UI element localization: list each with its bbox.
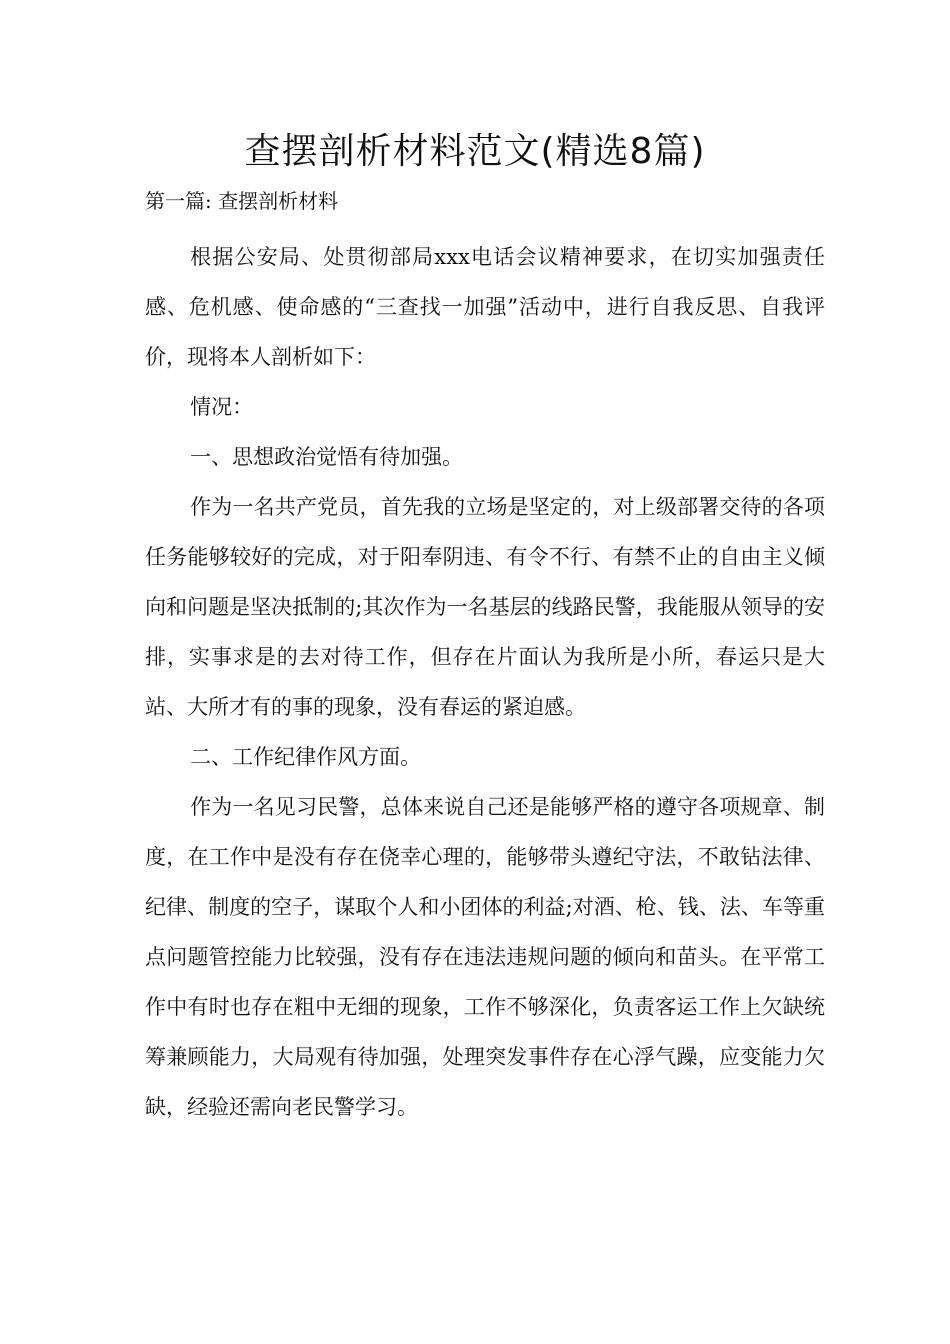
document-title: 查摆剖析材料范文(精选8篇) bbox=[244, 131, 706, 172]
section-heading: 第一篇: 查摆剖析材料 bbox=[145, 189, 339, 213]
paragraph-intro: 根据公安局、处贯彻部局xxx电话会议精神要求，在切实加强责任感、危机感、使命感的“三查找一加强”活动中，进行自我反思、自我评价，现将本人剖析如下： bbox=[145, 245, 825, 369]
paragraph-heading-1: 一、思想政治觉悟有待加强。 bbox=[190, 445, 464, 469]
paragraph-situation: 情况： bbox=[190, 395, 254, 419]
document-body bbox=[145, 232, 825, 1132]
paragraph-body-2: 作为一名见习民警，总体来说自己还是能够严格的遵守各项规章、制度，在工作中是没有存在侥幸心理的，能够带头遵纪守法，不敢钻法律、纪律、制度的空子，谋取个人和小团体的利益;对酒、枪、钱、法、车等重点问题管控能力比较强，没有存在违法违规问题的倾向和苗头。在平常工作中有时也存在粗中无细的现象，工作不够深化，负责客运工作上欠缺统筹兼顾能力，大局观有待加强，处理突发事件存在心浮气躁，应变能力欠缺，经验还需向老民警学习。 bbox=[145, 795, 825, 1119]
paragraph-body-1: 作为一名共产党员，首先我的立场是坚定的，对上级部署交待的各项任务能够较好的完成，对于阳奉阴违、有令不行、有禁不止的自由主义倾向和问题是坚决抵制的;其次作为一名基层的线路民警，我能服从领导的安排，实事求是的去对待工作，但存在片面认为我所是小所，春运只是大站、大所才有的事的现象，没有春运的紧迫感。 bbox=[145, 495, 825, 719]
paragraph-heading-2: 二、工作纪律作风方面。 bbox=[190, 745, 422, 769]
